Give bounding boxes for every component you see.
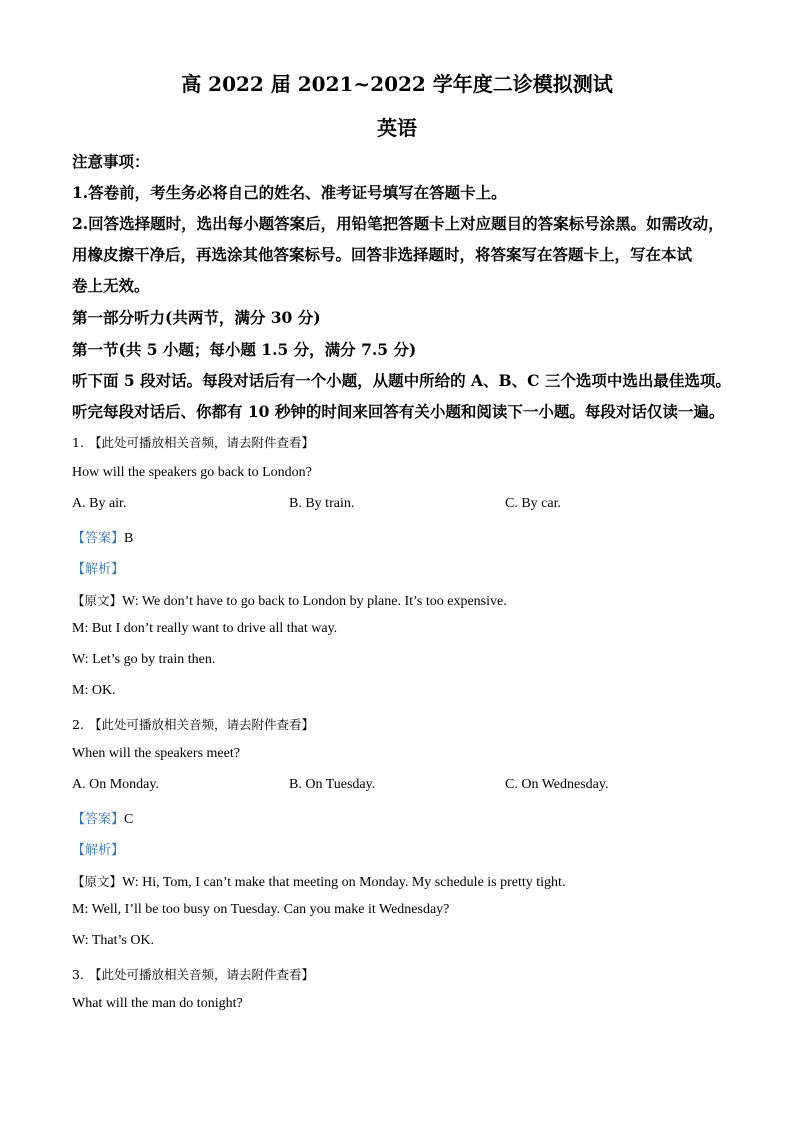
question-2-analysis-tag: 【解析】 xyxy=(72,843,125,858)
instruction-line-2: 听完每段对话后、你都有 10 秒钟的时间来回答有关小题和阅读下一小题。每段对话仅读一遍。 xyxy=(72,402,725,421)
question-1-transcript-line-3: W: Let’s go by train then. xyxy=(72,652,216,667)
question-2-transcript-line-2: M: Well, I’ll be too busy on Tuesday. Can you make it Wednesday? xyxy=(72,902,450,917)
original-text-tag: 【原文】 xyxy=(72,874,123,889)
question-1-audio xyxy=(72,432,314,451)
question-number: 2. xyxy=(72,717,84,732)
question-1-option-c: C. By car. xyxy=(505,496,561,511)
note-item-2-line-3: 卷上无效。 xyxy=(72,276,150,295)
question-2-option-a: A. On Monday. xyxy=(72,777,159,792)
answer-tag: 【答案】 xyxy=(72,812,125,827)
question-1-option-a: A. By air. xyxy=(72,496,127,511)
question-2-option-c: C. On Wednesday. xyxy=(505,777,609,792)
question-2-option-b: B. On Tuesday. xyxy=(289,777,376,792)
question-2-text: When will the speakers meet? xyxy=(72,746,240,761)
question-2-transcript-line-1 xyxy=(72,871,565,891)
question-2-audio xyxy=(72,714,314,733)
question-1-text: How will the speakers go back to London? xyxy=(72,465,312,480)
instruction-line-1: 听下面 5 段对话。每段对话后有一个小题，从题中所给的 A、B、C 三个选项中选出最佳选项。 xyxy=(72,371,731,390)
question-number: 1. xyxy=(72,435,84,450)
question-1-option-b: B. By train. xyxy=(289,496,355,511)
audio-note[interactable]: 【此处可播放相关音频，请去附件查看】 xyxy=(89,967,315,982)
exam-title: 高 2022 届 2021~2022 学年度二诊模拟测试 xyxy=(181,72,613,96)
question-3-text: What will the man do tonight? xyxy=(72,996,243,1011)
answer-tag: 【答案】 xyxy=(72,531,125,546)
question-1-transcript-line-4: M: OK. xyxy=(72,683,116,698)
note-item-2-line-1: 2.回答选择题时，选出每小题答案后，用铅笔把答题卡上对应题目的答案标号涂黑。如需改动， xyxy=(72,214,724,233)
question-number: 3. xyxy=(72,967,84,982)
question-2-answer xyxy=(72,808,133,828)
question-2-transcript-line-3: W: That’s OK. xyxy=(72,933,155,948)
section-heading: 第一节(共 5 小题；每小题 1.5 分，满分 7.5 分) xyxy=(72,340,417,359)
dialog-line: W: We don’t have to go back to London by plane. It’s too expensive. xyxy=(122,594,507,609)
question-1-answer xyxy=(72,527,133,547)
note-item-2-line-2: 用橡皮擦干净后，再选涂其他答案标号。回答非选择题时，将答案写在答题卡上，写在本试 xyxy=(72,245,693,264)
dialog-line: W: Hi, Tom, I can’t make that meeting on Monday. My schedule is pretty tight. xyxy=(122,875,566,890)
question-1-analysis-tag: 【解析】 xyxy=(72,562,125,577)
answer-value: C xyxy=(124,812,134,827)
audio-note[interactable]: 【此处可播放相关音频，请去附件查看】 xyxy=(89,717,315,732)
audio-note[interactable]: 【此处可播放相关音频，请去附件查看】 xyxy=(89,435,315,450)
subject-title: 英语 xyxy=(377,116,417,140)
part-heading: 第一部分听力(共两节，满分 30 分) xyxy=(72,308,321,327)
question-3-audio xyxy=(72,964,314,983)
original-text-tag: 【原文】 xyxy=(72,593,123,608)
question-1-transcript-line-2: M: But I don’t really want to drive all that way. xyxy=(72,621,338,636)
note-item-1: 1.答卷前，考生务必将自己的姓名、准考证号填写在答题卡上。 xyxy=(72,183,507,202)
question-1-transcript-line-1 xyxy=(72,590,507,610)
notes-heading: 注意事项： xyxy=(72,152,150,171)
answer-value: B xyxy=(124,531,134,546)
